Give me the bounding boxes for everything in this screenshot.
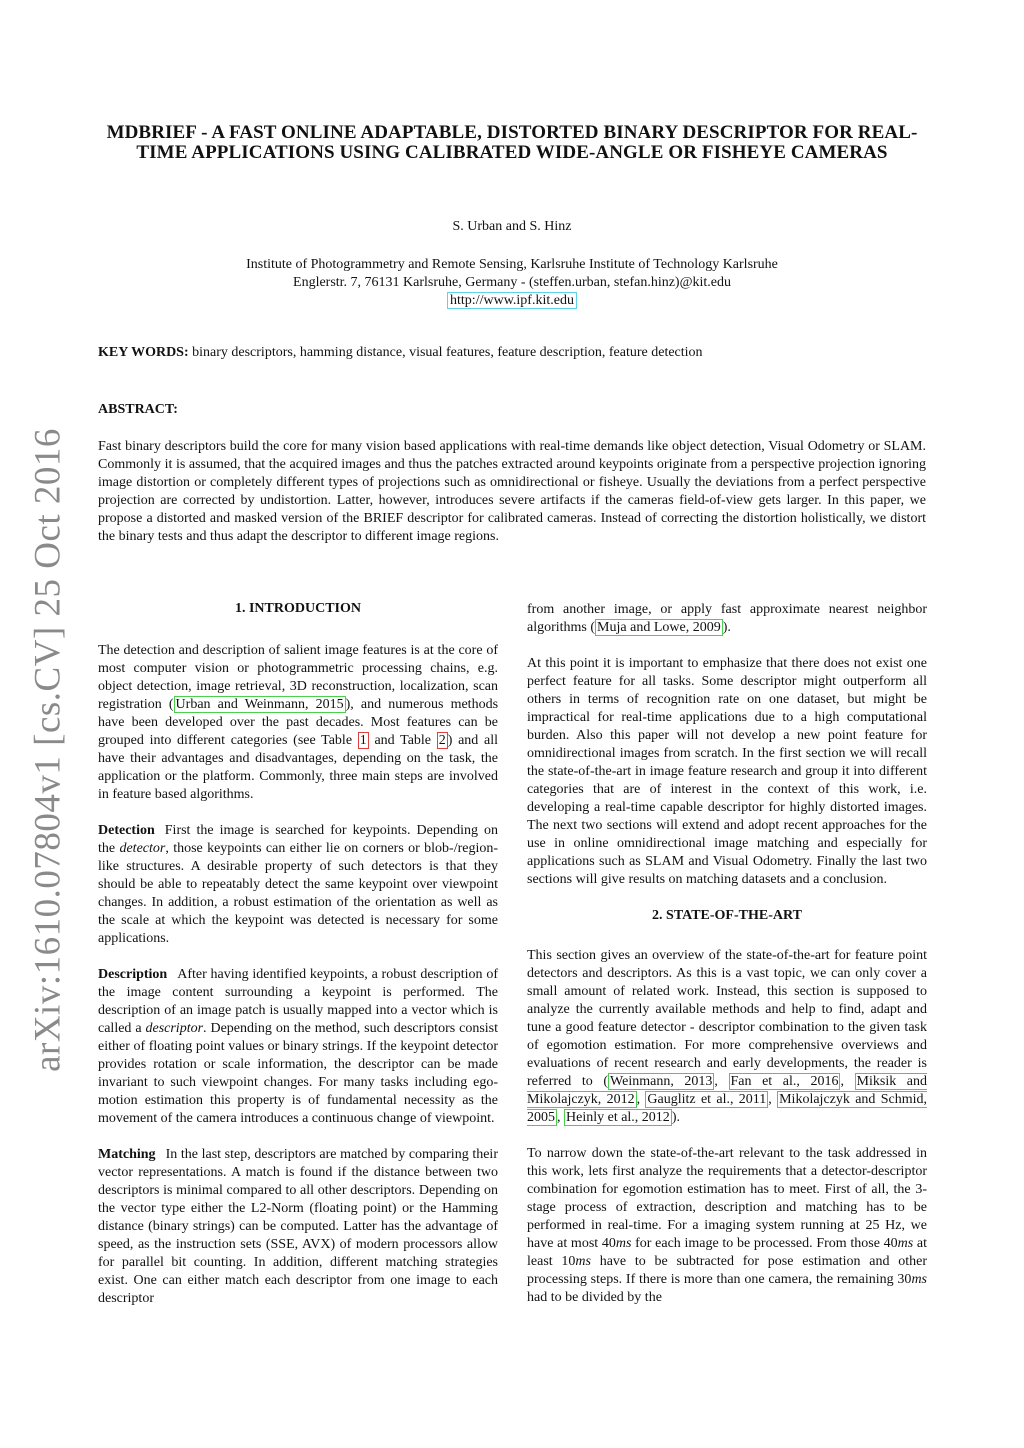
arxiv-id: arXiv:1610.07804v1 [cs.CV] 25 Oct 2016 [27,428,69,1072]
intro-text-c: and Table [368,733,437,748]
detection-emph: detector [119,841,166,856]
unit-ms: ms [575,1254,591,1269]
matching-heading: Matching [98,1147,156,1162]
authors: S. Urban and S. Hinz [452,219,572,234]
requirements-text-e: had to be divided by the [527,1290,662,1305]
abstract-text: Fast binary descriptors build the core for many vision based applications with real-time demands like object detection, Visual Odometry or SLAM. Commonly it is assumed, that the acquired images and thus the patches extracted around keypoints originate from a perspective projection ignoring image distortion or completely different types of projections such as omnidirectional or fisheye. Usually the deviations from a perfect perspective projection are corrected by undistortion. Latter, however, introduces severe artifacts if the cameras field-of-view gets larger. In this paper, we propose a distorted and masked version of the BRIEF descriptor for calibrated cameras. Instead of correcting the distortion holistically, we distort the binary tests and thus adapt the descriptor to different image regions. [98,439,926,544]
paper-title: MDBRIEF - A FAST ONLINE ADAPTABLE, DISTORTED BINARY DESCRIPTOR FOR REAL-TIME APPLICATIONS USING CALIBRATED WIDE-ANGLE OR FISHEYE CAMERAS [106,122,918,163]
right-column [527,601,927,1325]
affiliation-line2: Englerstr. 7, 76131 Karlsruhe, Germany - (steffen.urban, stefan.hinz)@kit.edu [293,275,731,290]
matching-text: In the last step, descriptors are matched by comparing their vector representations. A match is found if the distance between two descriptors is minimal compared to all other descriptors. Depending on the vector type either the L2-Norm (floating point) or the Hamming distance (binary strings) can be computed. Latter has the advantage of speed, as the instruction sets (SSE, AVX) of modern processors allow for parallel bit counting. In addition, different matching strategies exist. One can either match each descriptor from one image to each descriptor [98,1147,498,1306]
requirements-text-c: at least 10 [527,1236,927,1269]
abstract-heading: ABSTRACT: [98,402,178,417]
description-emph: descriptor [145,1021,204,1036]
section-state-of-the-art-heading: 2. STATE-OF-THE-ART [652,908,802,923]
continuation-text-a: from another image, or apply fast approximate nearest neighbor algorithms ( [527,602,927,635]
intro-text-b: ), and numerous methods have been developed over the past decades. Most features can be grouped into different categories (see Table [98,697,499,748]
keywords [98,345,926,361]
requirements-text-b: for each image to be processed. From those 40 [631,1236,898,1251]
arxiv-stamp [27,428,69,1072]
affiliation-line1: Institute of Photogrammetry and Remote Sensing, Karlsruhe Institute of Technology Karlsruhe [246,257,778,272]
requirements-text-d: have to be subtracted for pose estimation and other processing steps. If there is more than one camera, the remaining 30 [527,1254,928,1287]
requirements-text-a: To narrow down the state-of-the-art relevant to the task addressed in this work, lets first analyze the requirements that a detector-descriptor combination for egomotion estimation has to meet. First of all, the 3-stage process of extraction, description and matching has to be performed in real-time. For a imaging system running at 25 Hz, we have at most 40 [527,1146,927,1251]
citation-gauglitz-2011[interactable]: Gauglitz et al., 2011 [647,1092,767,1107]
intro-text-a: The detection and description of salient image features is at the core of most computer vision or photogrammetric processing chains, e.g. object detection, image retrieval, 3D reconstruction, localization, scan registration ( [98,643,498,712]
description-heading: Description [98,967,168,982]
citation-heinly-2012[interactable]: Heinly et al., 2012 [566,1110,670,1125]
citation-muja-lowe[interactable]: Muja and Lowe, 2009 [597,620,721,635]
unit-ms: ms [897,1236,914,1251]
citation-separator: , [714,1074,729,1089]
overview-text: This section gives an overview of the state-of-the-art for feature point detectors and descriptors. As this is a vast topic, we can only cover a small amount of related work. Instead, this section is supposed to analyze the currently available methods and help to find, adapt and tune a good feature detector - descriptor combination to the given task of egomotion estimation. For more comprehensive overviews and evaluations of recent research and early developments, the reader is referred to ( [527,948,927,1089]
citation-close: ). [671,1110,680,1125]
intro-text-d: ) and all have their advantages and disadvantages, depending on the task, the application or the platform. Commonly, three main steps are involved in feature based algorithms. [98,733,498,802]
detection-text-b: , those keypoints can either lie on corners or blob-/region-like structures. A desirable property of such detectors is that they should be able to repeatably detect the same keypoint over viewpoint changes. In addition, a robust estimation of the orientation as well as the scale at which the keypoint was detected is necessary for some applications. [98,841,499,946]
emphasis-paragraph: At this point it is important to emphasize that there does not exist one perfect feature for all tasks. Some descriptor might outperform all others in terms of recognition rate on one dataset, but might be impractical for real-time applications due to a high computational burden. Also this paper will not develop a new point feature for omnidirectional images from scratch. In the first section we will recall the state-of-the-art in image feature research and group it into different categories that are of interest in the context of this work, i.e. developing a real-time capable descriptor for highly distorted images. The next two sections will extend and adopt recent approaches for the use in online omnidirectional image matching and especially for applications such as SLAM and Visual Odometry. Finally the last two sections will give results on matching datasets and a conclusion. [527,656,927,887]
detection-text-a: First the image is searched for keypoints. Depending on the [98,823,498,856]
citation-separator: , [557,1110,564,1125]
homepage-link[interactable]: http://www.ipf.kit.edu [447,292,577,309]
detection-heading: Detection [98,823,155,838]
citation-separator: , [636,1092,646,1107]
table-1-link[interactable]: 1 [359,733,367,748]
section-introduction-heading: 1. INTRODUCTION [234,601,361,616]
overview-paragraph [527,947,927,1127]
description-text-a: After having identified keypoints, a robust description of the image content surrounding a keypoint is performed. The description of an image patch is usually mapped into a vector which is called a [98,967,498,1036]
citation-separator: , [768,1092,778,1107]
description-text-b: . Depending on the method, such descriptors consist either of floating point values or binary strings. If the keypoint detector provides rotation or scale information, the descriptor can be made invariant to such viewpoint changes. For many tasks including ego-motion estimation this property is of fundamental necessity as the movement of the camera introduces a continuous change of viewpoint. [98,1021,498,1126]
citation-mikolajczyk-schmid[interactable]: Mikolajczyk and Schmid, 2005 [527,1092,928,1125]
keywords-label: KEY WORDS: [98,345,189,360]
detection-paragraph [98,822,498,948]
table-2-link[interactable]: 2 [438,733,446,748]
affiliation [98,256,926,310]
left-column [98,600,498,1326]
unit-ms: ms [615,1236,632,1251]
citation-weinmann-2013[interactable]: Weinmann, 2013 [610,1074,713,1089]
citation-miksik-mikolajczyk[interactable]: Miksik and Mikolajczyk, 2012 [527,1074,928,1107]
requirements-paragraph [527,1145,927,1307]
citation-urban-weinmann[interactable]: Urban and Weinmann, 2015 [175,697,344,712]
continuation-text-b: ). [722,620,731,635]
matching-paragraph [98,1146,498,1308]
intro-paragraph [98,642,498,804]
keywords-text: binary descriptors, hamming distance, visual features, feature description, feature detection [192,345,703,360]
description-paragraph [98,966,498,1128]
continuation-paragraph [527,601,927,637]
citation-separator: , [840,1074,855,1089]
unit-ms: ms [911,1272,927,1287]
citation-fan-2016[interactable]: Fan et al., 2016 [730,1074,839,1089]
